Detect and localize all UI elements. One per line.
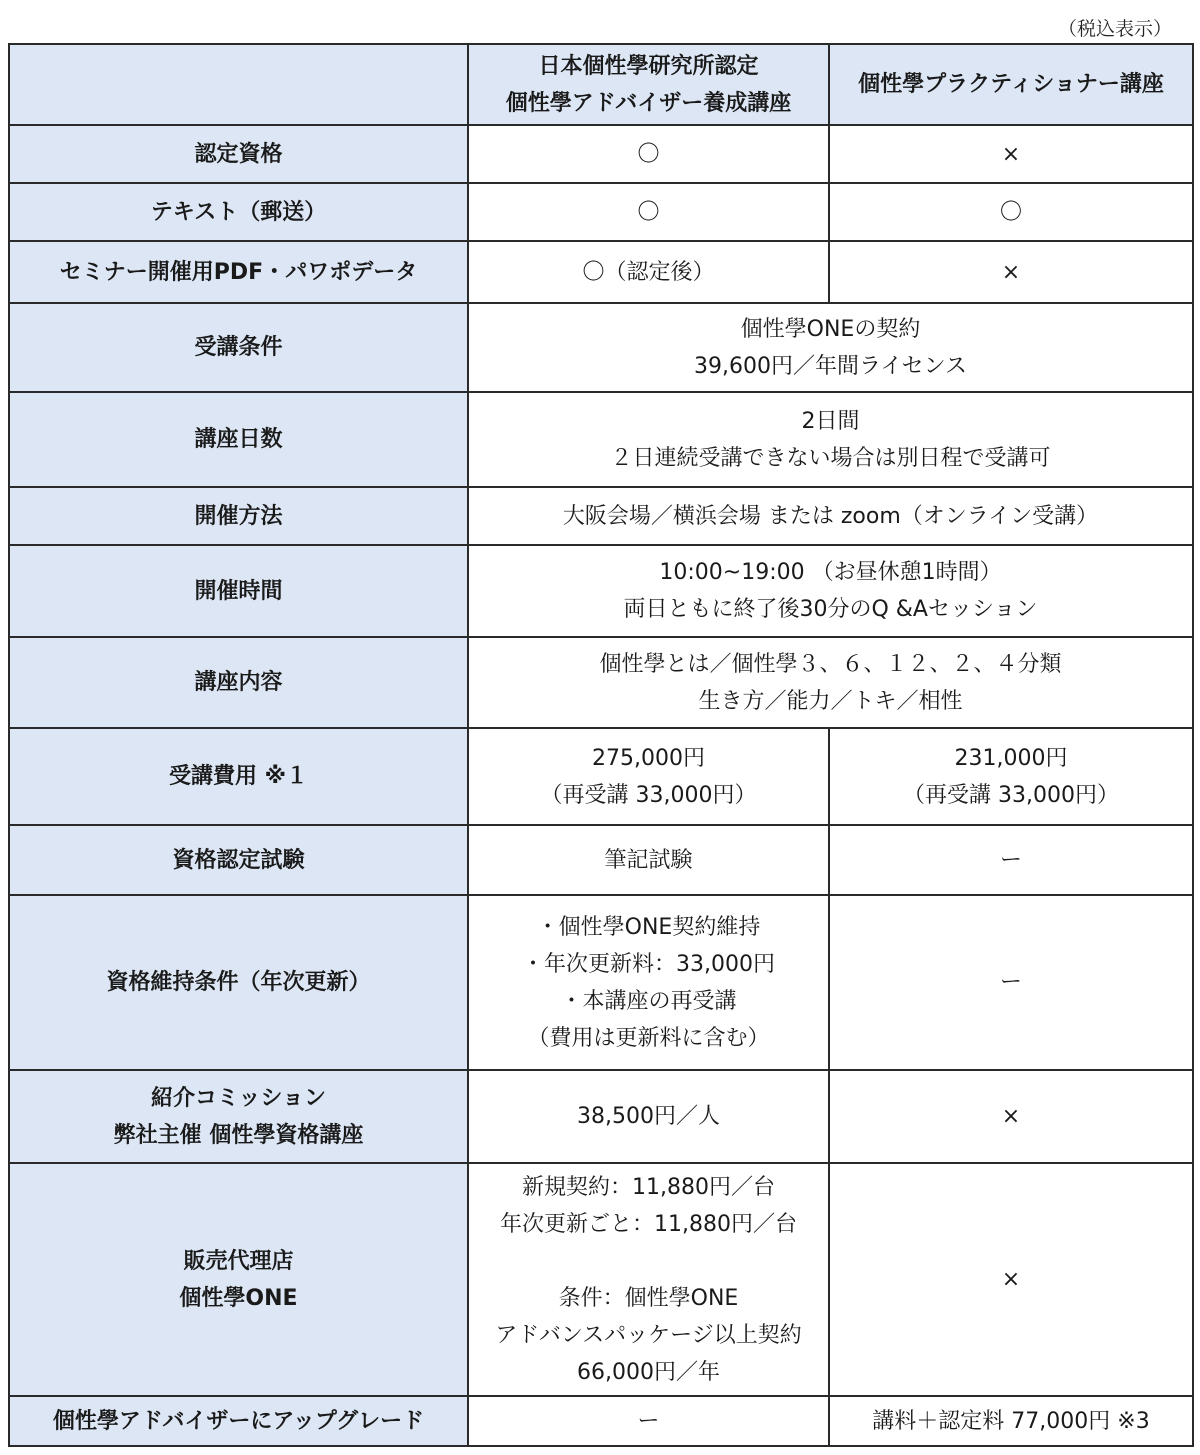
row-time xyxy=(9,545,1193,637)
row-content xyxy=(9,637,1193,728)
row-text xyxy=(9,183,1193,241)
row-label: 開催時間 xyxy=(9,545,468,637)
cell-practitioner: ー xyxy=(829,895,1193,1070)
cell-practitioner: × xyxy=(829,241,1193,303)
cell-shared: 10:00~19:00 （お昼休憩1時間） 両日ともに終了後30分のQ &Aセッション xyxy=(468,545,1193,637)
cell-advisor: 275,000円 （再受講 33,000円） xyxy=(468,728,829,825)
cell-advisor: 筆記試験 xyxy=(468,825,829,895)
row-label: 開催方法 xyxy=(9,487,468,545)
cell-shared: 個性學とは／個性學３、６、１２、２、４分類 生き方／能力／トキ／相性 xyxy=(468,637,1193,728)
row-label: 受講条件 xyxy=(9,303,468,392)
cell-advisor: 新規契約：11,880円／台 年次更新ごと：11,880円／台 条件：個性學ONE アドバンスパッケージ以上契約 66,000円／年 xyxy=(468,1163,829,1396)
header-advisor-course: 日本個性學研究所認定 個性學アドバイザー養成講座 xyxy=(468,44,829,125)
cell-advisor: ・個性學ONE契約維持 ・年次更新料：33,000円 ・本講座の再受講 （費用は更新料に含む） xyxy=(468,895,829,1070)
row-label: 資格維持条件（年次更新） xyxy=(9,895,468,1070)
tax-note: （税込表示） xyxy=(1057,18,1172,40)
row-agency xyxy=(9,1163,1193,1396)
row-label: 講座日数 xyxy=(9,392,468,487)
cell-advisor: 〇（認定後） xyxy=(468,241,829,303)
row-label: 受講費用 ※１ xyxy=(9,728,468,825)
row-conditions xyxy=(9,303,1193,392)
cell-practitioner: × xyxy=(829,1163,1193,1396)
row-exam xyxy=(9,825,1193,895)
row-fee xyxy=(9,728,1193,825)
row-maintenance xyxy=(9,895,1193,1070)
row-label: 資格認定試験 xyxy=(9,825,468,895)
cell-advisor: 〇 xyxy=(468,183,829,241)
row-seminar-pdf xyxy=(9,241,1193,303)
cell-shared: 大阪会場／横浜会場 または zoom（オンライン受講） xyxy=(468,487,1193,545)
cell-shared: 2日間 ２日連続受講できない場合は別日程で受講可 xyxy=(468,392,1193,487)
cell-practitioner: ー xyxy=(829,825,1193,895)
row-commission xyxy=(9,1070,1193,1163)
row-label: 認定資格 xyxy=(9,125,468,183)
header-empty-cell xyxy=(9,44,468,125)
cell-advisor: 38,500円／人 xyxy=(468,1070,829,1163)
row-label: 講座内容 xyxy=(9,637,468,728)
cell-practitioner: × xyxy=(829,1070,1193,1163)
row-label: 個性學アドバイザーにアップグレード xyxy=(9,1396,468,1446)
cell-practitioner: 231,000円 （再受講 33,000円） xyxy=(829,728,1193,825)
row-label: 販売代理店 個性學ONE xyxy=(9,1163,468,1396)
row-label: セミナー開催用PDF・パワポデータ xyxy=(9,241,468,303)
row-label: 紹介コミッション 弊社主催 個性學資格講座 xyxy=(9,1070,468,1163)
cell-advisor: 〇 xyxy=(468,125,829,183)
row-label: テキスト（郵送） xyxy=(9,183,468,241)
header-row xyxy=(9,44,1193,125)
row-days xyxy=(9,392,1193,487)
row-method xyxy=(9,487,1193,545)
row-upgrade xyxy=(9,1396,1193,1446)
cell-shared: 個性學ONEの契約 39,600円／年間ライセンス xyxy=(468,303,1193,392)
cell-practitioner: 〇 xyxy=(829,183,1193,241)
cell-practitioner: × xyxy=(829,125,1193,183)
cell-advisor: ー xyxy=(468,1396,829,1446)
comparison-table xyxy=(8,43,1194,1447)
header-practitioner-course: 個性學プラクティショナー講座 xyxy=(829,44,1193,125)
row-certification xyxy=(9,125,1193,183)
cell-practitioner: 講料＋認定料 77,000円 ※3 xyxy=(829,1396,1193,1446)
